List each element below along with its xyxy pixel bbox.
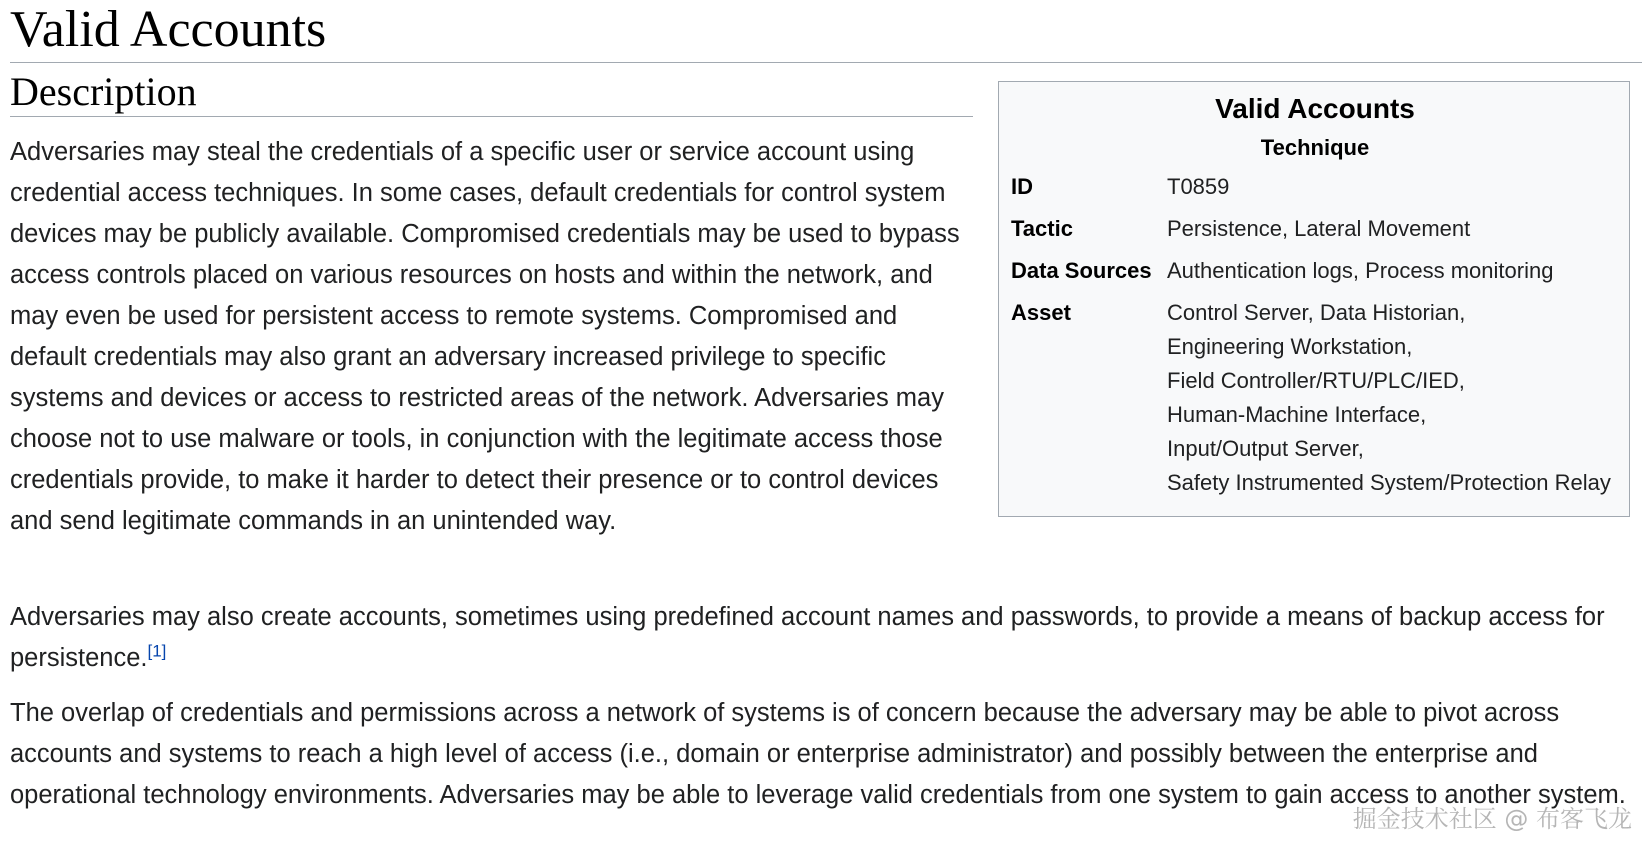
asset-line: Control Server, Data Historian, xyxy=(1167,300,1466,325)
asset-line: Safety Instrumented System/Protection Relay xyxy=(1167,470,1611,495)
description-paragraph-3: The overlap of credentials and permissions across a network of systems is of concern because the adversary may be able to pivot across accounts and systems to reach a high level of access (i.e., domain or enterprise administrator) and possibly between the enterprise and operational technology environments. Adversaries may be able to leverage valid credentials from one system to gain access to another system. xyxy=(10,699,1626,809)
asset-line: Field Controller/RTU/PLC/IED, xyxy=(1167,368,1465,393)
id-value: T0859 xyxy=(1167,174,1230,199)
technique-infobox xyxy=(998,81,1630,517)
description-paragraph-1: Adversaries may steal the credentials of a specific user or service account using credential access techniques. In some cases, default credentials for control system devices may be publicly available. Compromised credentials may be used to bypass access controls placed on various resources on hosts and within the network, and may even be used for persistent access to remote systems. Compromised and default credentials may also grant an adversary increased privilege to specific systems and devices or access to restricted areas of the network. Adversaries may choose not to use malware or tools, in conjunction with the legitimate access those credentials provide, to make it harder to detect their presence or to control devices and send legitimate commands in an unintended way. xyxy=(10,138,960,535)
asset-line: Engineering Workstation, xyxy=(1167,334,1413,359)
infobox-subtitle: Technique xyxy=(1260,135,1370,160)
description-paragraph-2 xyxy=(10,597,1645,679)
tactic-label: Tactic xyxy=(1011,216,1073,241)
asset-value xyxy=(1167,296,1619,500)
data-sources-label: Data Sources xyxy=(1011,258,1152,283)
citation-link[interactable]: [1] xyxy=(147,641,167,661)
data-sources-value: Authentication logs, Process monitoring xyxy=(1167,258,1554,283)
infobox-row-tactic xyxy=(1011,212,1619,246)
infobox-row-asset xyxy=(1011,296,1619,500)
infobox-row-data-sources xyxy=(1011,254,1619,288)
id-label: ID xyxy=(1011,174,1033,199)
page-title: Valid Accounts xyxy=(10,0,1642,63)
infobox-title: Valid Accounts xyxy=(1215,93,1415,124)
description-paragraph-2-text: Adversaries may also create accounts, sometimes using predefined account names and passwords, to provide a means of backup access for persistence. xyxy=(10,603,1605,672)
tactic-value: Persistence, Lateral Movement xyxy=(1167,216,1471,241)
asset-line: Input/Output Server, xyxy=(1167,436,1364,461)
watermark: 掘金技术社区 @ 布客飞龙 xyxy=(1352,805,1632,833)
infobox-row-id xyxy=(1011,170,1619,204)
asset-line: Human-Machine Interface, xyxy=(1167,402,1427,427)
asset-label: Asset xyxy=(1011,300,1071,325)
description-heading: Description xyxy=(10,68,973,117)
